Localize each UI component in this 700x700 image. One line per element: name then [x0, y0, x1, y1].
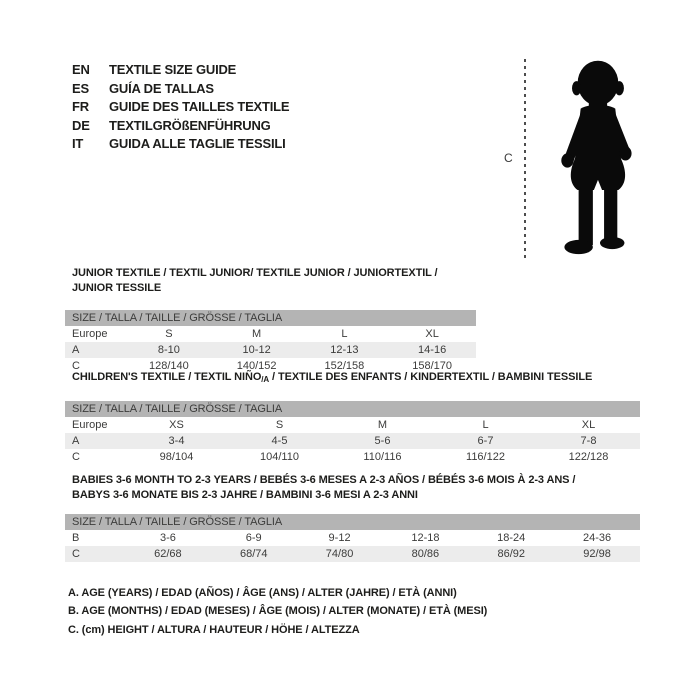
size-table-header: SIZE / TALLA / TAILLE / GRÖSSE / TAGLIA — [65, 401, 640, 417]
size-cell: 18-24 — [497, 532, 526, 544]
size-cell: 3-6 — [159, 532, 176, 544]
language-row-fr — [72, 98, 289, 117]
size-cell: 7-8 — [580, 435, 597, 447]
babies-size-table — [65, 530, 640, 562]
language-label: GUÍA DE TALLAS — [109, 80, 214, 96]
footnote-legend — [68, 584, 487, 639]
language-label: TEXTILGRÖßENFÜHRUNG — [109, 117, 271, 133]
size-cell: S — [275, 419, 284, 431]
size-cell: 24-36 — [583, 532, 612, 544]
section-title-subscript: /A — [261, 375, 270, 384]
section-title-line1: BABIES 3-6 MONTH TO 2-3 YEARS / BEBÉS 3-6 MESES A 2-3 AÑOS / BÉBÉS 3-6 MOIS À 2-3 ANS / — [72, 474, 576, 486]
size-cell: 9-12 — [328, 532, 351, 544]
size-table-header: SIZE / TALLA / TAILLE / GRÖSSE / TAGLIA — [65, 310, 476, 326]
footnote-b: B. AGE (MONTHS) / EDAD (MESES) / ÂGE (MOIS) / ALTER (MONATE) / ETÀ (MESI) — [68, 605, 488, 618]
size-table-header: SIZE / TALLA / TAILLE / GRÖSSE / TAGLIA — [65, 514, 640, 530]
size-cell: XL — [581, 419, 596, 431]
size-cell: 8-10 — [157, 344, 180, 356]
section-title-text: / TEXTILE DES ENFANTS / KINDERTEXTIL / BAMBINI TESSILE — [269, 371, 593, 383]
size-cell: 12-18 — [411, 532, 440, 544]
language-list — [72, 61, 289, 154]
table-row — [65, 530, 640, 546]
section-title: JUNIOR TEXTILE / TEXTIL JUNIOR/ TEXTILE JUNIOR / JUNIORTEXTIL / JUNIOR TESSILE — [72, 267, 438, 294]
size-cell: 122/128 — [568, 451, 609, 463]
size-cell: 158/170 — [412, 360, 452, 372]
size-cell: 152/158 — [324, 360, 365, 372]
size-cell: 5-6 — [374, 435, 391, 447]
size-cell: L — [341, 328, 348, 340]
row-label: A — [72, 435, 80, 447]
section-title-text: CHILDREN'S TEXTILE / TEXTIL NIÑO — [72, 371, 262, 383]
table-row — [65, 342, 476, 358]
row-label: C — [72, 451, 80, 463]
row-label: C — [72, 360, 80, 372]
size-cell: 116/122 — [466, 451, 505, 463]
section-title — [72, 370, 640, 387]
language-row-it — [72, 135, 289, 154]
size-cell: XS — [169, 419, 184, 431]
size-figure — [498, 50, 668, 270]
size-cell: 6-9 — [245, 532, 262, 544]
row-label: Europe — [72, 419, 108, 431]
size-cell: 74/80 — [325, 548, 354, 560]
size-cell: 92/98 — [583, 548, 611, 560]
footnote-c: C. (cm) HEIGHT / ALTURA / HAUTEUR / HÖHE / ALTEZZA — [68, 623, 360, 636]
footnote-a: A. AGE (YEARS) / EDAD (AÑOS) / ÂGE (ANS) / ALTER (JAHRE) / ETÀ (ANNI) — [68, 587, 457, 599]
section-babies-textile — [65, 473, 640, 562]
size-cell: 12-13 — [330, 344, 359, 356]
language-code: FR — [72, 99, 89, 114]
size-cell: 140/152 — [236, 360, 277, 372]
size-cell: S — [165, 328, 173, 340]
language-label: GUIDE DES TAILLES TEXTILE — [109, 99, 290, 114]
size-cell: 86/92 — [497, 548, 525, 560]
size-cell: L — [482, 419, 489, 431]
size-cell: 10-12 — [242, 344, 271, 356]
row-label: A — [72, 344, 80, 356]
size-cell: 80/86 — [411, 548, 440, 560]
size-cell: 110/116 — [363, 451, 402, 463]
size-cell: 4-5 — [271, 435, 288, 447]
section-junior-textile — [65, 266, 476, 374]
section-children-textile — [65, 370, 640, 465]
size-cell: M — [377, 419, 388, 431]
row-label: Europe — [72, 328, 108, 340]
table-row — [65, 326, 476, 342]
size-cell: 98/104 — [159, 451, 194, 463]
section-title — [72, 473, 640, 503]
size-cell: 3-4 — [168, 435, 185, 447]
section-title-line2: BABYS 3-6 MONATE BIS 2-3 JAHRE / BAMBINI 3-6 MESI A 2-3 ANNI — [72, 489, 418, 501]
language-label: TEXTILE SIZE GUIDE — [109, 62, 237, 77]
table-row — [65, 546, 640, 562]
height-dotted-line — [524, 59, 526, 260]
language-row-de — [72, 117, 289, 136]
row-label: C — [72, 548, 80, 560]
size-cell: 6-7 — [477, 435, 494, 447]
size-cell: M — [252, 328, 262, 340]
size-cell: XL — [425, 328, 439, 340]
junior-size-table — [65, 326, 476, 374]
table-row — [65, 417, 640, 433]
size-cell: 104/110 — [260, 451, 299, 463]
height-measure-label: C — [504, 151, 513, 165]
children-size-table — [65, 417, 640, 465]
table-row — [65, 433, 640, 449]
language-code: ES — [72, 80, 89, 96]
language-row-en — [72, 61, 289, 80]
language-code: IT — [72, 136, 84, 151]
toddler-silhouette-icon — [544, 54, 656, 266]
size-cell: 62/68 — [154, 548, 182, 560]
size-cell: 68/74 — [239, 548, 268, 560]
language-code: EN — [72, 62, 90, 77]
language-row-es — [72, 80, 289, 99]
language-code: DE — [72, 117, 90, 133]
size-cell: 128/140 — [148, 360, 189, 372]
row-label: B — [72, 532, 80, 544]
size-cell: 14-16 — [418, 344, 447, 356]
table-row — [65, 449, 640, 465]
language-label: GUIDA ALLE TAGLIE TESSILI — [109, 136, 286, 151]
